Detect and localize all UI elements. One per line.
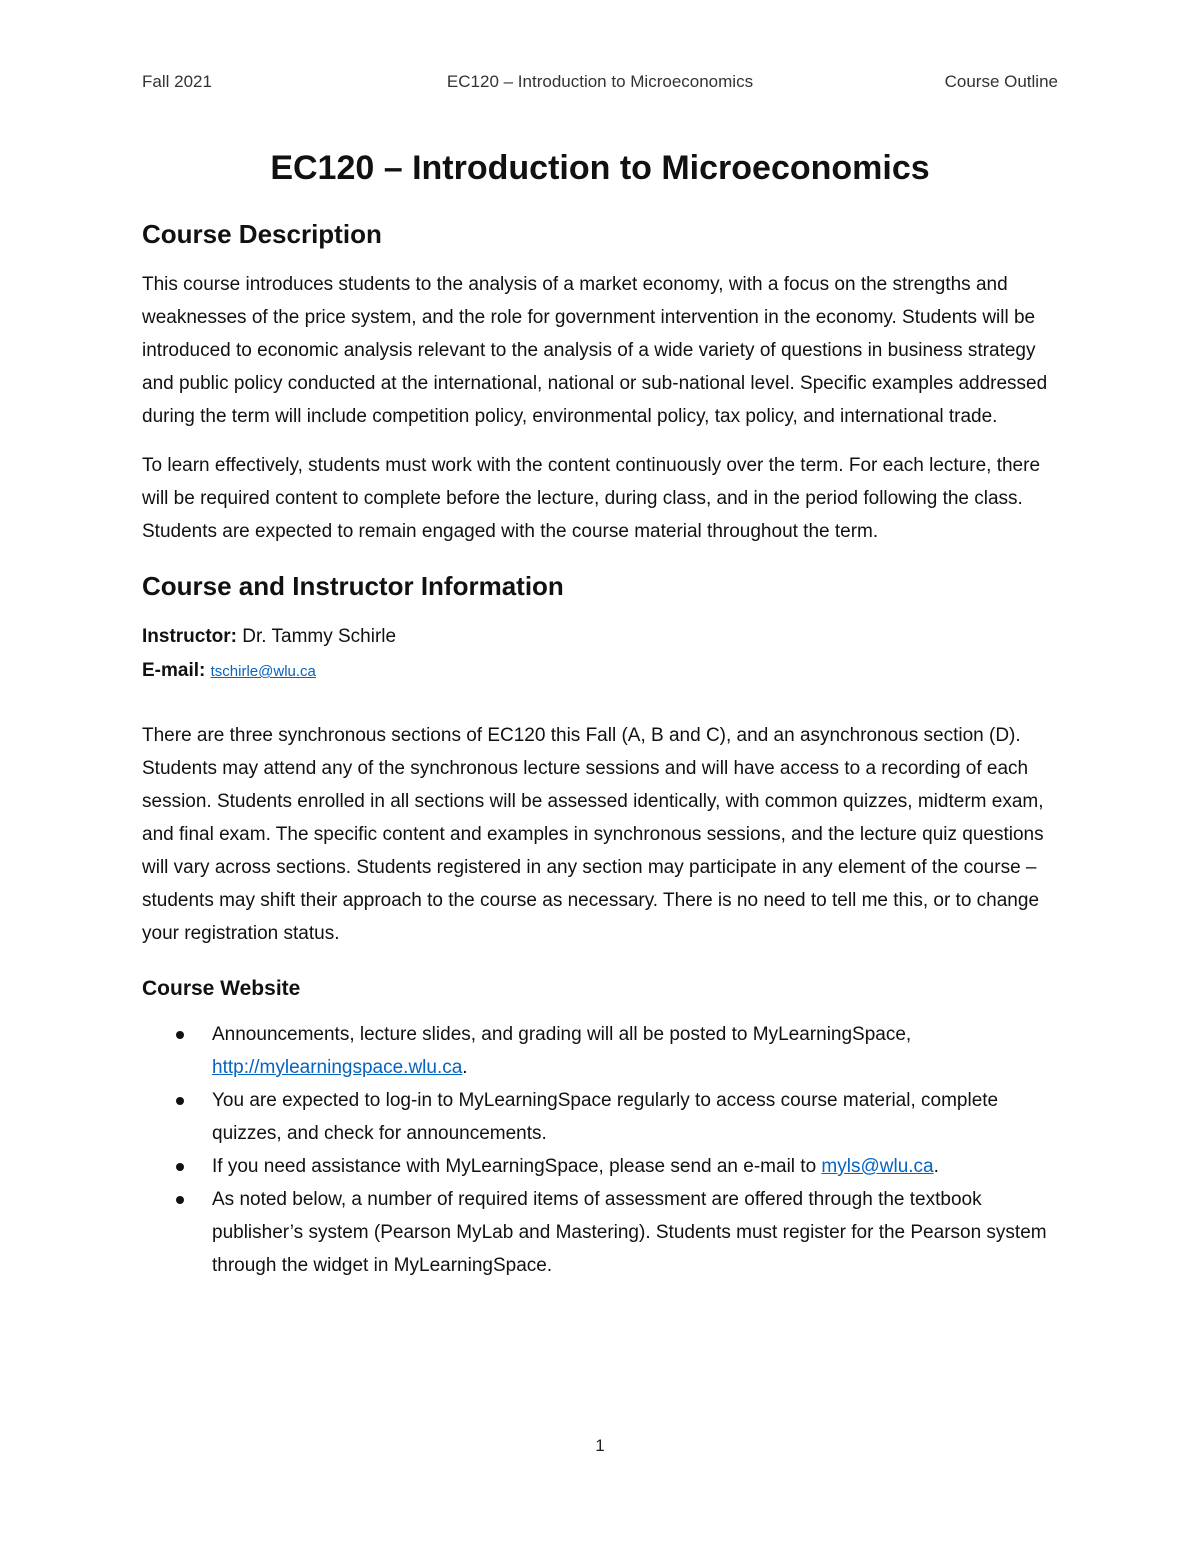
bullet-end-1: .	[462, 1057, 468, 1078]
bullet-text-4: As noted below, a number of required items of assessment are offered through the textbook publisher’s system (Pearson MyLab and Mastering). Students must register for the Pearson system through the widget in MyLearningSpace.	[212, 1189, 1047, 1276]
instructor-label: Instructor:	[142, 626, 237, 647]
bullet-end-3: .	[933, 1156, 939, 1177]
email-line	[142, 654, 1058, 689]
list-item	[142, 1150, 1058, 1183]
list-item	[142, 1084, 1058, 1150]
bullet-text-1: Announcements, lecture slides, and grading will all be posted to MyLearningSpace,	[212, 1024, 912, 1045]
list-item	[142, 1018, 1058, 1084]
page-number: 1	[595, 1436, 605, 1455]
document-title: EC120 – Introduction to Microeconomics	[270, 149, 930, 187]
header-course-title: EC120 – Introduction to Microeconomics	[446, 72, 754, 91]
bullet-icon	[176, 1196, 184, 1204]
bullet-icon	[176, 1163, 184, 1171]
list-item	[142, 1183, 1058, 1282]
course-description-paragraph-1: This course introduces students to the analysis of a market economy, with a focus on the strengths and weaknesses of the price system, and the role for government intervention in the economy. Students will be introduced to economic analysis relevant to the analysis of a wide variety of questions in business strategy and public policy conducted at the international, national or sub-national level. Specific examples addressed during the term will include competition policy, environmental policy, tax policy, and international trade.	[142, 274, 1048, 427]
mylearningspace-link[interactable]: http://mylearningspace.wlu.ca	[212, 1057, 463, 1078]
sections-paragraph: There are three synchronous sections of EC120 this Fall (A, B and C), and an asynchronous section (D). Students may attend any of the synchronous lecture sessions and will have access to a recording of each session. Students enrolled in all sections will be assessed identically, with common quizzes, midterm exam, and final exam. The specific content and examples in synchronous sessions, and the lecture quiz questions will vary across sections. Students registered in any section may participate in any element of the course – students may shift their approach to the course as necessary. There is no need to tell me this, or to change your registration status.	[142, 725, 1044, 944]
document-body	[142, 140, 1058, 1282]
instructor-info-heading: Course and Instructor Information	[142, 571, 564, 601]
bullet-icon	[176, 1097, 184, 1105]
course-description-heading: Course Description	[142, 219, 382, 249]
instructor-name: Dr. Tammy Schirle	[242, 626, 397, 647]
instructor-line	[142, 620, 1058, 654]
bullet-text-2: You are expected to log-in to MyLearningSpace regularly to access course material, complete quizzes, and check for announcements.	[212, 1090, 999, 1144]
course-description-paragraph-2: To learn effectively, students must work with the content continuously over the term. For each lecture, there will be required content to complete before the lecture, during class, and in the period following the class. Students are expected to remain engaged with the course material throughout the term.	[142, 455, 1041, 542]
myls-email-link[interactable]: myls@wlu.ca	[821, 1156, 934, 1177]
bullet-text-3: If you need assistance with MyLearningSpace, please send an e-mail to	[212, 1156, 817, 1177]
email-label: E-mail:	[142, 660, 206, 681]
course-website-heading: Course Website	[142, 977, 301, 1000]
instructor-email-link[interactable]: tschirle@wlu.ca	[210, 663, 316, 680]
header-document-type: Course Outline	[944, 72, 1058, 91]
header-term: Fall 2021	[142, 72, 212, 91]
bullet-icon	[176, 1031, 184, 1039]
course-website-list	[142, 1018, 1058, 1282]
page-header	[142, 72, 1058, 96]
